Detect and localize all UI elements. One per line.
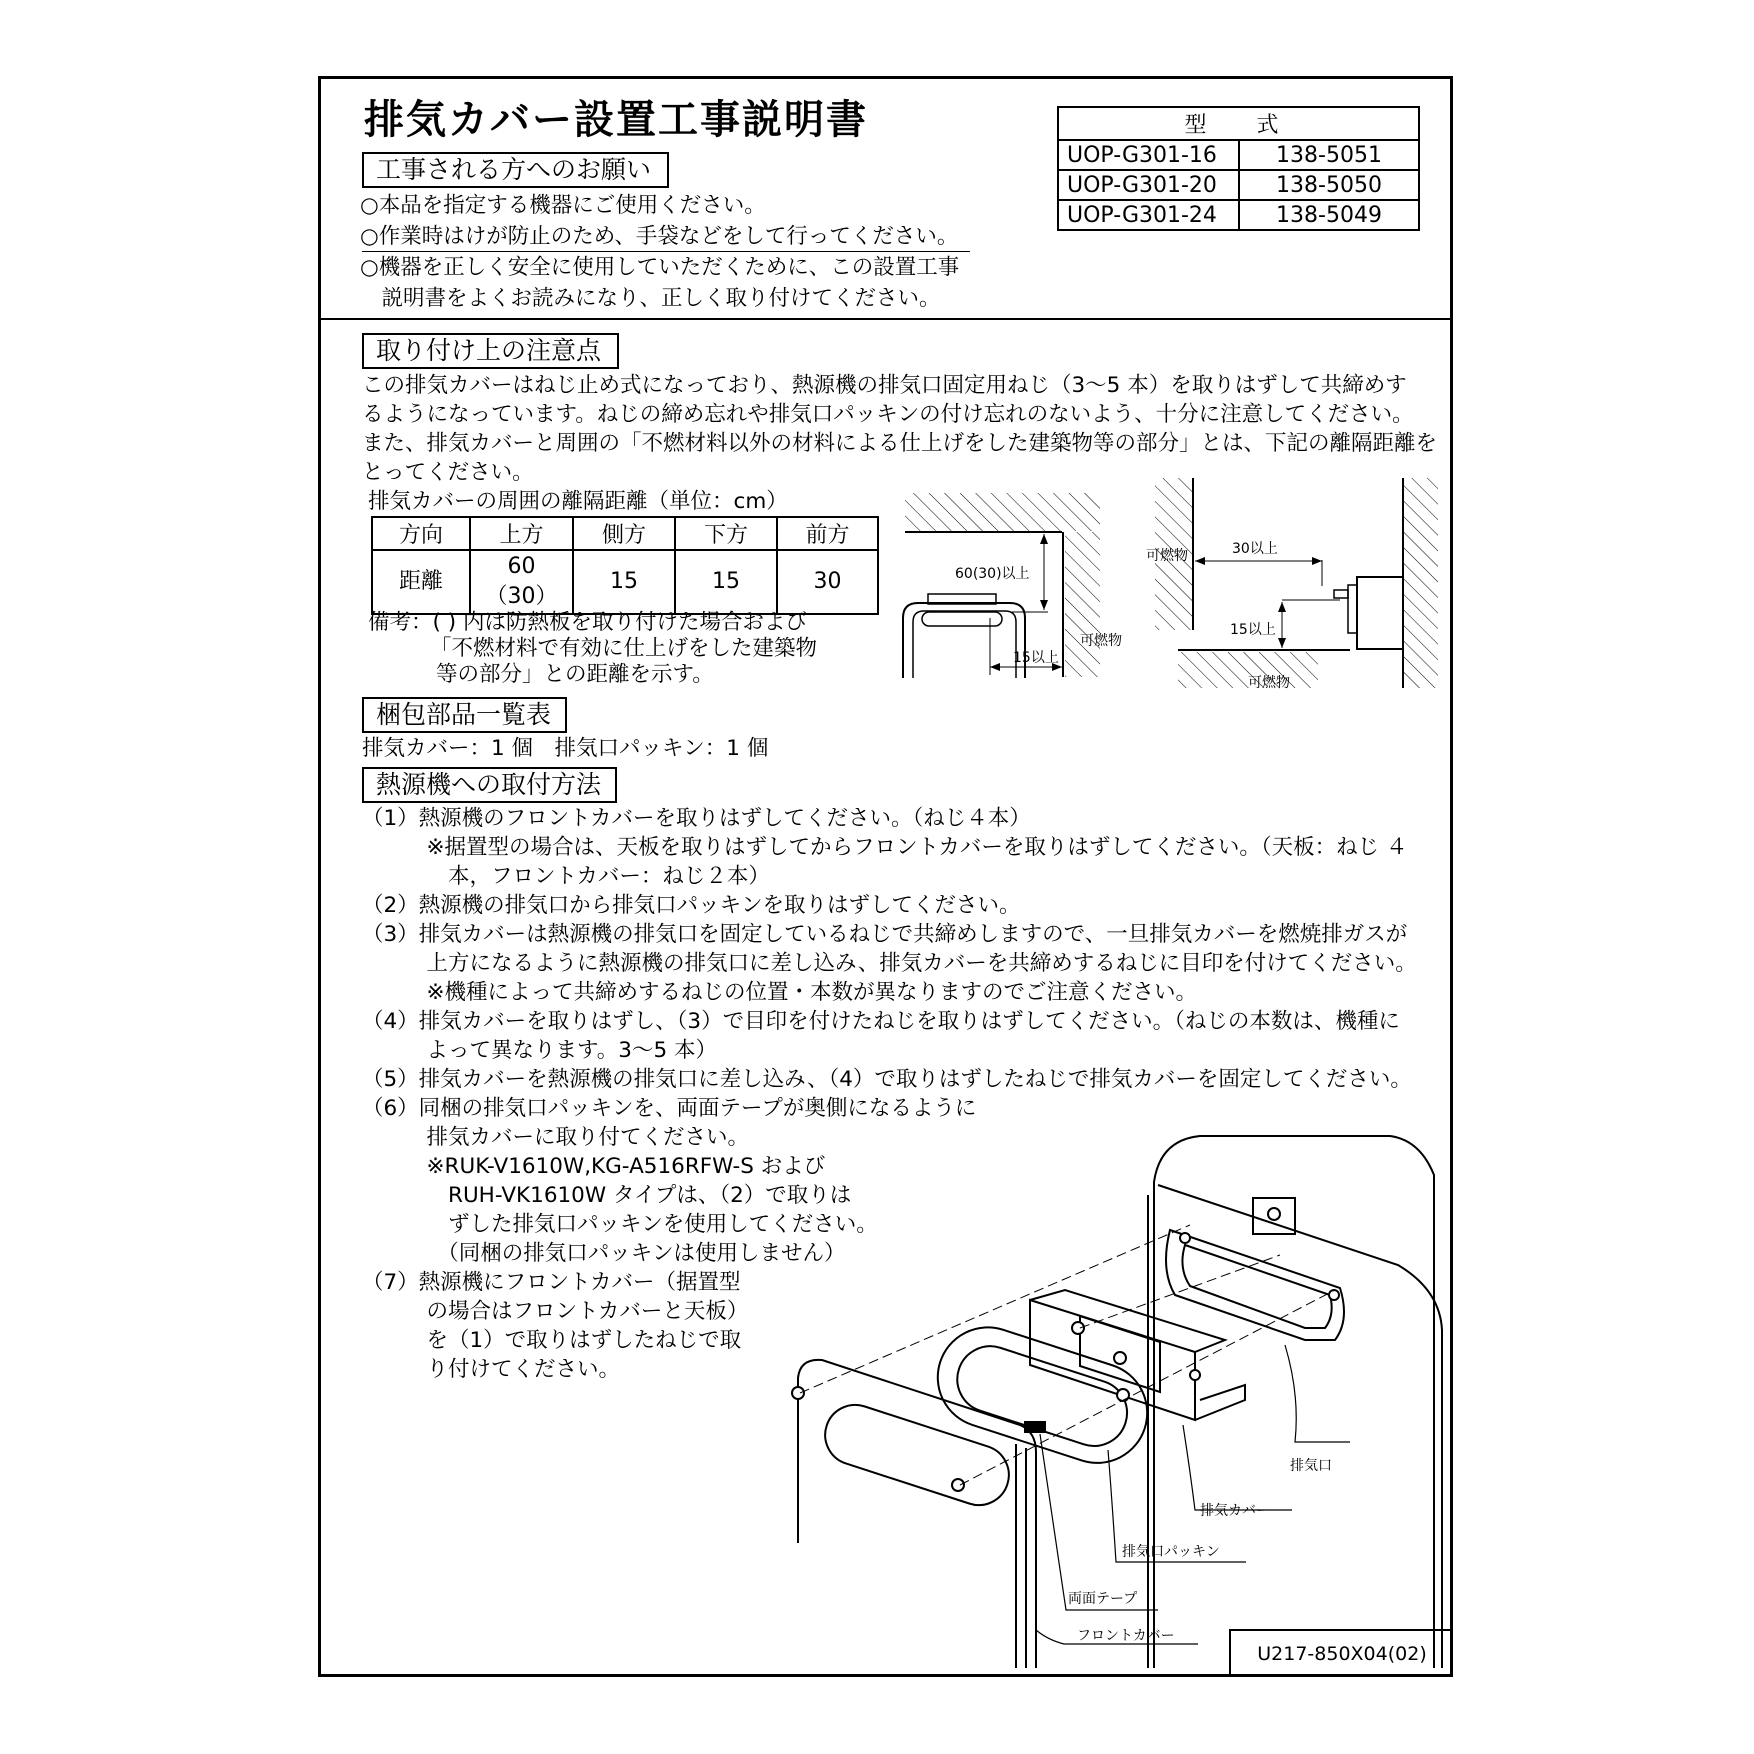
exhaust-cover [1030, 1290, 1245, 1420]
table-caption: 排気カバーの周囲の離隔距離（単位：cm） [368, 489, 788, 514]
install-line: り付けてください。 [362, 1357, 621, 1382]
caution-line: るようになっています。ねじの締め忘れや排気口パッキンの付け忘れのないよう、十分に注意してください。 [362, 402, 1414, 427]
side-value: 15 [573, 550, 675, 614]
install-line: （4）排気カバーを取りはずし、（3）で目印を付けたねじを取りはずしてください。（ねじの本数は、機種に [362, 1009, 1400, 1034]
callout-exhaust-port: 排気口 [1290, 1458, 1332, 1474]
install-line: 上方になるように熱源機の排気口に差し込み、排気カバーを共締めするねじに目印を付けてください。 [362, 951, 1417, 976]
row-label: 距離 [372, 550, 470, 614]
note-line: 等の部分」との距離を示す。 [436, 662, 714, 687]
callout-packing: 排気口パッキン [1122, 1544, 1220, 1560]
request-item: 説明書をよくお読みになり、正しく取り付けてください。 [360, 286, 941, 311]
upper-value: 60 [507, 554, 536, 579]
request-item: ○本品を指定する機器にご使用ください。 [360, 193, 766, 218]
install-line: （6）同梱の排気口パッキンを、両面テープが奥側になるように [362, 1096, 977, 1121]
model-name: UOP-G301-16 [1058, 140, 1239, 170]
document-code: U217-850X04(02) [1229, 1629, 1453, 1677]
callout-front-cover: フロントカバー [1077, 1628, 1175, 1644]
install-line: （5）排気カバーを熱源機の排気口に差し込み、（4）で取りはずしたねじで排気カバーを固定してください。 [362, 1067, 1412, 1092]
install-line: （7）熱源機にフロントカバー（据置型 [362, 1270, 741, 1295]
install-line: （3）排気カバーは熱源機の排気口を固定しているねじで共締めしますので、一旦排気カバーを燃焼排ガスが [362, 922, 1408, 947]
request-item: ○作業時はけが防止のため、手袋などをして行ってください。 [360, 224, 959, 249]
upper-value-alt: （30） [485, 584, 558, 609]
install-line: ※据置型の場合は、天板を取りはずしてからフロントカバーを取りはずしてください。（天板：ねじ ４ [362, 835, 1408, 860]
model-table-header: 型 式 [1058, 107, 1419, 140]
model-code: 138-5049 [1239, 200, 1419, 230]
install-line: を（1）で取りはずしたねじで取 [362, 1328, 742, 1353]
caution-line: また、排気カバーと周囲の「不燃材料以外の材料による仕上げをした建築物等の部分」とは、下記の離隔距離を [362, 431, 1438, 456]
side-clearance-label: 15以上 [1013, 650, 1059, 666]
model-code: 138-5051 [1239, 140, 1419, 170]
install-line: 本，フロントカバー：ねじ２本） [362, 864, 770, 889]
caution-line: この排気カバーはねじ止め式になっており、熱源機の排気口固定用ねじ（3～5 本）を取りはずして共締めす [362, 373, 1407, 398]
install-line: （1）熱源機のフロントカバーを取りはずしてください。（ねじ４本） [362, 806, 1031, 831]
caution-line: とってください。 [362, 460, 534, 485]
callout-double-tape: 両面テープ [1068, 1591, 1138, 1607]
install-line: ずした排気口パッキンを使用してください。 [362, 1212, 878, 1237]
exhaust-port [1166, 1230, 1344, 1340]
front-value: 30 [777, 550, 878, 614]
install-line: 排気カバーに取り付てください。 [362, 1125, 750, 1150]
note-line: 「不燃材料で有効に仕上げをした建築物 [430, 636, 818, 661]
callout-exhaust-cover: 排気カバー [1200, 1503, 1270, 1519]
install-line: （同梱の排気口パッキンは使用しません） [362, 1241, 846, 1266]
combustible-label: 可燃物 [1248, 675, 1290, 691]
install-line: ※RUK-V1610W,KG-A516RFW-S および [362, 1154, 826, 1179]
request-item: ○機器を正しく安全に使用していただくために、この設置工事 [360, 255, 960, 280]
front-clearance-label: 30以上 [1232, 541, 1278, 557]
table-header: 方向 [372, 517, 470, 550]
table-header: 下方 [675, 517, 777, 550]
model-name: UOP-G301-24 [1058, 200, 1239, 230]
top-clearance-label: 60(30)以上 [955, 566, 1030, 582]
table-header: 側方 [573, 517, 675, 550]
caution-heading: 取り付け上の注意点 [362, 333, 619, 369]
install-line: ※機種によって共締めするねじの位置・本数が異なりますのでご注意ください。 [362, 980, 1198, 1005]
model-name: UOP-G301-20 [1058, 170, 1239, 200]
page-title: 排気カバー設置工事説明書 [364, 97, 868, 143]
install-line: の場合はフロントカバーと天板） [362, 1299, 749, 1324]
bottom-clearance-label: 15以上 [1230, 622, 1276, 638]
table-header: 上方 [470, 517, 573, 550]
install-line: RUH-VK1610W タイプは、（2）で取りは [362, 1183, 852, 1208]
install-line: （2）熱源機の排気口から排気口パッキンを取りはずしてください。 [362, 893, 1021, 918]
parts-heading: 梱包部品一覧表 [362, 697, 567, 733]
lower-value: 15 [675, 550, 777, 614]
front-cover [798, 1360, 1036, 1668]
request-heading: 工事される方へのお願い [362, 152, 669, 188]
model-code: 138-5050 [1239, 170, 1419, 200]
parts-text: 排気カバー：1 個 排気口パッキン：1 個 [362, 736, 769, 761]
install-line: よって異なります。3～5 本） [362, 1038, 717, 1063]
combustible-label: 可燃物 [1146, 548, 1188, 564]
combustible-label: 可燃物 [1080, 633, 1122, 649]
install-heading: 熱源機への取付方法 [362, 767, 617, 803]
table-header: 前方 [777, 517, 878, 550]
note-line: 備考：( ) 内は防熱板を取り付けた場合および [368, 610, 807, 635]
